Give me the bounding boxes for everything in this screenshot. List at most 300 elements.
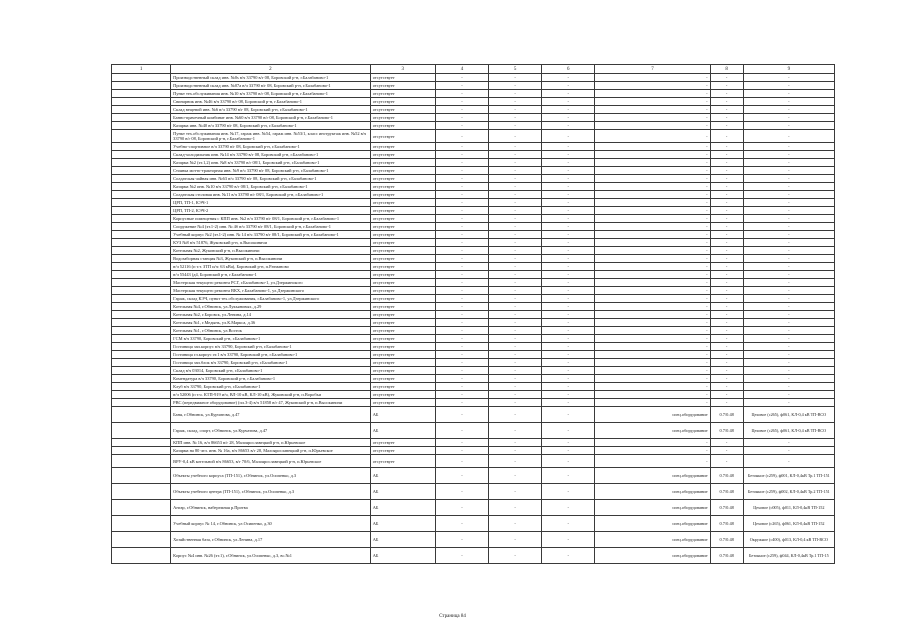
table-cell-c7: - xyxy=(595,223,710,231)
table-cell-c1 xyxy=(112,516,171,532)
table-cell-c2: Котельная №4, г.Обнинск, ул.Лукьяновых, д.29 xyxy=(171,303,371,311)
table-cell-c9: - xyxy=(743,359,834,367)
table-cell-c4: - xyxy=(435,207,488,215)
table-cell-c5: - xyxy=(489,159,542,167)
table-cell-c9: - xyxy=(743,399,834,407)
table-row xyxy=(112,367,835,375)
table-cell-c3: отсутствует xyxy=(370,106,435,114)
table-cell-c4: - xyxy=(435,231,488,239)
table-cell-c9: - xyxy=(743,335,834,343)
table-row xyxy=(112,548,835,564)
table-cell-c9: Бетонное (с259), ф001, КЛ-0,4кВ Тр.1 ТП-151 xyxy=(743,468,834,484)
table-cell-c9: - xyxy=(743,239,834,247)
table-cell-c3: отсутствует xyxy=(370,183,435,191)
table-cell-c9: - xyxy=(743,74,834,82)
table-cell-c4: - xyxy=(435,255,488,263)
table-cell-c9: - xyxy=(743,215,834,223)
table-cell-c9: Бетонное (с259), ф002, КЛ-0,4кВ Тр.2 ТП-151 xyxy=(743,484,834,500)
table-cell-c5: - xyxy=(489,447,542,455)
table-row xyxy=(112,287,835,295)
table-cell-c3: отсутствует xyxy=(370,191,435,199)
table-row xyxy=(112,159,835,167)
table-cell-c2: Казарма №2 (эт.1,2) инв. №8 в/ч 33790 в/г 08/1, Боровский р-н, г.Балабаново-1 xyxy=(171,159,371,167)
table-cell-c4: - xyxy=(435,468,488,484)
table-cell-c6: - xyxy=(542,383,595,391)
table-cell-c6: - xyxy=(542,82,595,90)
table-cell-c2: Гараж, склад КЭЧ, пункт тех.обслуживания, г.Балабаново-1, ул.Дзержинского xyxy=(171,295,371,303)
table-cell-c5: - xyxy=(489,143,542,151)
table-cell-c8: 0.7/0.48 xyxy=(710,532,743,548)
header-cell: 8 xyxy=(710,65,743,74)
table-cell-c3: отсутствует xyxy=(370,167,435,175)
table-row xyxy=(112,199,835,207)
table-row xyxy=(112,167,835,175)
table-cell-c2: Мастерская текущего ремонта РСГ, г.Балабаново-1, ул.Дзержинского xyxy=(171,279,371,287)
table-cell-c8: 0.7/0.48 xyxy=(710,548,743,564)
table-cell-c1 xyxy=(112,191,171,199)
table-row xyxy=(112,359,835,367)
table-row xyxy=(112,327,835,335)
table-cell-c4: - xyxy=(435,82,488,90)
table-cell-c8: 0.7/0.48 xyxy=(710,484,743,500)
table-cell-c6: - xyxy=(542,98,595,106)
table-cell-c9: - xyxy=(743,327,834,335)
table-cell-c5: - xyxy=(489,247,542,255)
table-cell-c2: КУЗ №8 в/ч 51876, Жуковский р-н, п.Высокиничи xyxy=(171,239,371,247)
table-cell-c2: Котельная №2, г.Боровск, ул.Ленина, д.14 xyxy=(171,311,371,319)
table-cell-c8: - xyxy=(710,231,743,239)
table-cell-c8: - xyxy=(710,82,743,90)
table-cell-c5: - xyxy=(489,423,542,439)
table-cell-c6: - xyxy=(542,151,595,159)
table-cell-c2: ГСМ в/ч 33790, Боровский р-н, г.Балабаново-1 xyxy=(171,335,371,343)
table-cell-c3: отсутствует xyxy=(370,223,435,231)
table-cell-c7: - xyxy=(595,74,710,82)
table-cell-c4: - xyxy=(435,74,488,82)
table-cell-c1 xyxy=(112,247,171,255)
table-cell-c2: Солдатская чайная инв. №63 в/ч 33790 в/г 08, Боровский р-н, г.Балабаново-1 xyxy=(171,175,371,183)
table-cell-c1 xyxy=(112,367,171,375)
table-cell-c1 xyxy=(112,335,171,343)
table-cell-c4: - xyxy=(435,122,488,130)
table-cell-c5: - xyxy=(489,455,542,468)
table-cell-c4: - xyxy=(435,271,488,279)
table-cell-c9: - xyxy=(743,311,834,319)
header-cell: 4 xyxy=(435,65,488,74)
table-cell-c1 xyxy=(112,239,171,247)
table-cell-c1 xyxy=(112,303,171,311)
table-cell-c4: - xyxy=(435,175,488,183)
table-cell-c7: - xyxy=(595,295,710,303)
table-cell-c1 xyxy=(112,532,171,548)
table-cell-c6: - xyxy=(542,447,595,455)
header-cell: 6 xyxy=(542,65,595,74)
table-cell-c5: - xyxy=(489,468,542,484)
table-cell-c7: - xyxy=(595,287,710,295)
table-cell-c1 xyxy=(112,295,171,303)
table-cell-c9: - xyxy=(743,271,834,279)
header-cell: 5 xyxy=(489,65,542,74)
table-cell-c1 xyxy=(112,319,171,327)
table-cell-c2: Объекты учебного корпуса (ТП-151), г.Обнинск, ул.Осипенко, д.3 xyxy=(171,468,371,484)
table-cell-c2: Баня, г.Обнинск, ул.Курчатова, д.47 xyxy=(171,407,371,423)
table-cell-c8: - xyxy=(710,359,743,367)
table-cell-c3: отсутствует xyxy=(370,159,435,167)
table-row xyxy=(112,175,835,183)
table-row xyxy=(112,106,835,114)
table-cell-c7: - xyxy=(595,122,710,130)
table-cell-c4: - xyxy=(435,455,488,468)
table-row xyxy=(112,343,835,351)
table-cell-c9: - xyxy=(743,279,834,287)
table-cell-c9: - xyxy=(743,130,834,143)
table-cell-c6: - xyxy=(542,468,595,484)
table-cell-c4: - xyxy=(435,151,488,159)
table-cell-c8: - xyxy=(710,263,743,271)
table-cell-c1 xyxy=(112,343,171,351)
table-cell-c7: спец.оборудование xyxy=(595,532,710,548)
table-row xyxy=(112,255,835,263)
table-cell-c8: - xyxy=(710,343,743,351)
table-cell-c3: отсутствует xyxy=(370,447,435,455)
table-row xyxy=(112,295,835,303)
table-cell-c2: в/ч 52116 (п т.т. ЗТП и/ч: 63 кВа), Боровский р-н, п.Ратманово xyxy=(171,263,371,271)
table-row xyxy=(112,319,835,327)
table-cell-c5: - xyxy=(489,191,542,199)
table-cell-c3: отсутствует xyxy=(370,391,435,399)
table-cell-c3: отсутствует xyxy=(370,199,435,207)
table-cell-c1 xyxy=(112,215,171,223)
table-cell-c7: - xyxy=(595,311,710,319)
table-cell-c6: - xyxy=(542,516,595,532)
table-cell-c6: - xyxy=(542,279,595,287)
table-row xyxy=(112,239,835,247)
table-cell-c9: Цеховое (с265), ф061, КЛ-0,4 кВ ТП-ВСО xyxy=(743,407,834,423)
table-row xyxy=(112,90,835,98)
table-cell-c5: - xyxy=(489,223,542,231)
table-cell-c4: - xyxy=(435,439,488,447)
table-cell-c9: - xyxy=(743,143,834,151)
table-cell-c6: - xyxy=(542,548,595,564)
table-cell-c6: - xyxy=(542,351,595,359)
table-cell-c3: отсутствует xyxy=(370,82,435,90)
table-cell-c6: - xyxy=(542,239,595,247)
table-cell-c4: - xyxy=(435,327,488,335)
table-cell-c8: - xyxy=(710,311,743,319)
table-cell-c4: - xyxy=(435,335,488,343)
table-cell-c3: АБ xyxy=(370,484,435,500)
table-cell-c1 xyxy=(112,183,171,191)
table-cell-c9: - xyxy=(743,199,834,207)
table-cell-c1 xyxy=(112,207,171,215)
table-cell-c5: - xyxy=(489,215,542,223)
table-cell-c9: - xyxy=(743,263,834,271)
table-cell-c7: спец.оборудование xyxy=(595,516,710,532)
table-cell-c3: отсутствует xyxy=(370,287,435,295)
table-cell-c8: 0.7/0.48 xyxy=(710,500,743,516)
table-row xyxy=(112,399,835,407)
table-cell-c9: - xyxy=(743,295,834,303)
table-cell-c1 xyxy=(112,439,171,447)
table-cell-c7: - xyxy=(595,335,710,343)
table-cell-c7: - xyxy=(595,175,710,183)
table-cell-c4: - xyxy=(435,98,488,106)
table-cell-c7: - xyxy=(595,367,710,375)
table-cell-c1 xyxy=(112,151,171,159)
table-cell-c6: - xyxy=(542,391,595,399)
table-cell-c3: АБ xyxy=(370,516,435,532)
table-cell-c1 xyxy=(112,263,171,271)
table-cell-c1 xyxy=(112,82,171,90)
table-cell-c2: КПП инв. № 16, в/ч 86653 в/г 28, Малоярославецкий р-н, п.Юрьевское xyxy=(171,439,371,447)
table-cell-c8: - xyxy=(710,239,743,247)
table-cell-c3: отсутствует xyxy=(370,122,435,130)
table-row xyxy=(112,183,835,191)
table-cell-c2: Мастерская текущего ремонта ВКХ, г.Балабаново-1, ул.Дзержинского xyxy=(171,287,371,295)
table-cell-c8: - xyxy=(710,122,743,130)
table-cell-c2: Пункт тех.обслуживания инв. №17, гараж инв. №54, гараж инв. №53/1, класс инструктаж инв. №52 в/ч 33790 в/г 08, Боровский р-н, г.Балабаново-1 xyxy=(171,130,371,143)
table-cell-c1 xyxy=(112,175,171,183)
table-cell-c8: - xyxy=(710,199,743,207)
table-cell-c9: - xyxy=(743,303,834,311)
table-cell-c9: - xyxy=(743,439,834,447)
table-cell-c4: - xyxy=(435,239,488,247)
table-cell-c6: - xyxy=(542,423,595,439)
table-cell-c4: - xyxy=(435,279,488,287)
table-cell-c6: - xyxy=(542,287,595,295)
table-cell-c7: - xyxy=(595,191,710,199)
table-cell-c4: - xyxy=(435,532,488,548)
table-cell-c4: - xyxy=(435,106,488,114)
table-cell-c5: - xyxy=(489,407,542,423)
table-cell-c7: - xyxy=(595,255,710,263)
table-cell-c6: - xyxy=(542,223,595,231)
table-cell-c6: - xyxy=(542,327,595,335)
table-cell-c9: - xyxy=(743,114,834,122)
table-cell-c1 xyxy=(112,455,171,468)
table-row xyxy=(112,383,835,391)
table-cell-c5: - xyxy=(489,484,542,500)
table-cell-c2: Пункт тех.обслуживания инв. №10 в/ч 33790 в/г 08, Боровский р-н, г.Балабаново-1 xyxy=(171,90,371,98)
table-cell-c9: - xyxy=(743,122,834,130)
table-cell-c9: - xyxy=(743,375,834,383)
table-cell-c9: - xyxy=(743,207,834,215)
table-cell-c4: - xyxy=(435,548,488,564)
table-cell-c1 xyxy=(112,383,171,391)
table-cell-c1 xyxy=(112,399,171,407)
table-row xyxy=(112,98,835,106)
table-cell-c8: - xyxy=(710,74,743,82)
table-row xyxy=(112,532,835,548)
table-row xyxy=(112,271,835,279)
table-cell-c8: - xyxy=(710,327,743,335)
table-cell-c2: Казарма инв. №40 в/ч 33790 в/г 08, Боровский р-н, г.Балабаново-1 xyxy=(171,122,371,130)
table-cell-c8: - xyxy=(710,207,743,215)
table-cell-c6: - xyxy=(542,207,595,215)
table-cell-c1 xyxy=(112,447,171,455)
table-cell-c3: отсутствует xyxy=(370,399,435,407)
table-cell-c4: - xyxy=(435,143,488,151)
table-row xyxy=(112,263,835,271)
table-cell-c2: Корпусные помещения с КПП инв. №2 в/ч 33790 в/г 08/1, Боровский р-н, г.Балабаново-1 xyxy=(171,215,371,223)
table-cell-c9: - xyxy=(743,90,834,98)
table-cell-c7: - xyxy=(595,167,710,175)
table-cell-c7: - xyxy=(595,343,710,351)
table-cell-c5: - xyxy=(489,82,542,90)
table-cell-c8: - xyxy=(710,159,743,167)
table-cell-c1 xyxy=(112,74,171,82)
table-cell-c2: Склад вещевой инв. №6 в/ч 33790 в/г 08, Боровский р-н, г.Балабаново-1 xyxy=(171,106,371,114)
table-cell-c1 xyxy=(112,271,171,279)
table-cell-c2: Банно-прачечный комбинат инв. №60 в/ч 33790 в/г 08, Боровский р-н, г.Балабаново-1 xyxy=(171,114,371,122)
table-cell-c2: Гостиница зап.корпус в/ч 33790, Боровский р-н, г.Балабаново-1 xyxy=(171,343,371,351)
table-cell-c4: - xyxy=(435,303,488,311)
table-cell-c9: - xyxy=(743,391,834,399)
table-cell-c5: - xyxy=(489,167,542,175)
table-cell-c2: Котельная №1, г.Медынь, ул.К.Маркса, д.36 xyxy=(171,319,371,327)
table-cell-c3: отсутствует xyxy=(370,383,435,391)
table-cell-c1 xyxy=(112,159,171,167)
table-cell-c2: Производственный склад инв. №0s в/ч 33790 в/г 08, Боровский р-н, г.Балабаново-1 xyxy=(171,74,371,82)
table-cell-c5: - xyxy=(489,367,542,375)
table-cell-c3: отсутствует xyxy=(370,455,435,468)
table-row xyxy=(112,391,835,399)
table-cell-c6: - xyxy=(542,335,595,343)
table-cell-c7: - xyxy=(595,98,710,106)
table-cell-c1 xyxy=(112,287,171,295)
table-cell-c5: - xyxy=(489,122,542,130)
table-cell-c5: - xyxy=(489,74,542,82)
table-cell-c8: - xyxy=(710,391,743,399)
table-cell-c4: - xyxy=(435,343,488,351)
table-cell-c3: отсутствует xyxy=(370,98,435,106)
table-cell-c1 xyxy=(112,548,171,564)
table-cell-c2: ВРУ-0,4 кВ котельной в/ч 86653, в/г 70/6, Малоярославецкий р-н, п.Юрьевское xyxy=(171,455,371,468)
table-cell-c1 xyxy=(112,130,171,143)
table-cell-c5: - xyxy=(489,383,542,391)
table-cell-c3: АБ xyxy=(370,468,435,484)
table-row xyxy=(112,447,835,455)
table-cell-c1 xyxy=(112,500,171,516)
table-cell-c6: - xyxy=(542,74,595,82)
table-cell-c2: Сооружение №4 (эт.1-2) инв. № 4б в/ч 33790 в/г 08/1, Боровский р-н, г.Балабаново-1 xyxy=(171,223,371,231)
table-cell-c5: - xyxy=(489,151,542,159)
table-cell-c4: - xyxy=(435,263,488,271)
table-row xyxy=(112,303,835,311)
page-number: Страница 84 xyxy=(439,614,466,619)
table-cell-c5: - xyxy=(489,279,542,287)
table-cell-c7: - xyxy=(595,90,710,98)
table-cell-c5: - xyxy=(489,114,542,122)
table-cell-c3: отсутствует xyxy=(370,279,435,287)
table-cell-c9: - xyxy=(743,106,834,114)
table-cell-c7: - xyxy=(595,263,710,271)
table-cell-c3: АБ xyxy=(370,407,435,423)
table-cell-c3: АБ xyxy=(370,548,435,564)
table-cell-c6: - xyxy=(542,303,595,311)
table-cell-c6: - xyxy=(542,130,595,143)
table-cell-c6: - xyxy=(542,122,595,130)
table-cell-c7: - xyxy=(595,183,710,191)
table-cell-c2: Клуб в/ч 33790, Боровский р-н, г.Балабаново-1 xyxy=(171,383,371,391)
table-cell-c7: - xyxy=(595,399,710,407)
table-cell-c4: - xyxy=(435,114,488,122)
table-cell-c8: - xyxy=(710,151,743,159)
table-cell-c3: АБ xyxy=(370,423,435,439)
table-cell-c6: - xyxy=(542,295,595,303)
table-cell-c7: спец.оборудование xyxy=(595,484,710,500)
table-cell-c7: спец.оборудование xyxy=(595,423,710,439)
table-cell-c3: отсутствует xyxy=(370,375,435,383)
table-cell-c7: спец.оборудование xyxy=(595,407,710,423)
table-cell-c7: - xyxy=(595,143,710,151)
table-cell-c4: - xyxy=(435,295,488,303)
table-cell-c7: - xyxy=(595,455,710,468)
table-cell-c9: Бетонное (с259), ф044, КЛ-0,4кВ Тр.1 ТП-15 xyxy=(743,548,834,564)
table-cell-c7: спец.оборудование xyxy=(595,500,710,516)
table-cell-c8: - xyxy=(710,319,743,327)
table-row xyxy=(112,143,835,151)
table-cell-c5: - xyxy=(489,207,542,215)
table-row xyxy=(112,207,835,215)
table-cell-c4: - xyxy=(435,191,488,199)
table-cell-c4: - xyxy=(435,383,488,391)
table-cell-c4: - xyxy=(435,500,488,516)
table-cell-c7: - xyxy=(595,319,710,327)
table-cell-c9: Цеховое (с005), ф011, КЛ-0,4кВ ТП-152 xyxy=(743,500,834,516)
table-cell-c8: - xyxy=(710,247,743,255)
header-cell: 7 xyxy=(595,65,710,74)
table-cell-c4: - xyxy=(435,359,488,367)
table-cell-c9: Цеховое (с265), ф061, КЛ-0,4 кВ ТП-ВСО xyxy=(743,423,834,439)
table-cell-c1 xyxy=(112,391,171,399)
table-cell-c8: - xyxy=(710,287,743,295)
table-cell-c4: - xyxy=(435,247,488,255)
table-cell-c3: отсутствует xyxy=(370,303,435,311)
table-cell-c3: отсутствует xyxy=(370,151,435,159)
table-cell-c2: Котельная №1, г.Обнинск, ул.Восток xyxy=(171,327,371,335)
table-cell-c1 xyxy=(112,484,171,500)
table-cell-c5: - xyxy=(489,98,542,106)
table-cell-c9: - xyxy=(743,367,834,375)
table-cell-c2: Склад в/ч 03014, Боровский р-н, г.Балабаново-1 xyxy=(171,367,371,375)
table-row xyxy=(112,439,835,447)
table-cell-c5: - xyxy=(489,263,542,271)
table-cell-c1 xyxy=(112,468,171,484)
table-cell-c5: - xyxy=(489,516,542,532)
table-cell-c3: отсутствует xyxy=(370,311,435,319)
table-cell-c2: Корпус №4 инв. №26 (эт.1), г.Обнинск, ул.Осипенко, д.3, вс.№1 xyxy=(171,548,371,564)
table-row xyxy=(112,500,835,516)
table-cell-c6: - xyxy=(542,500,595,516)
table-cell-c5: - xyxy=(489,255,542,263)
table-cell-c7: - xyxy=(595,215,710,223)
table-cell-c9: - xyxy=(743,98,834,106)
table-cell-c2: Казарма на 80 чел. инв. № 16а, в/ч 86653 в/г 28, Малоярославецкий р-н, п.Юрьевское xyxy=(171,447,371,455)
table-row xyxy=(112,375,835,383)
table-cell-c4: - xyxy=(435,199,488,207)
table-row xyxy=(112,191,835,199)
table-cell-c9: - xyxy=(743,351,834,359)
table-cell-c6: - xyxy=(542,215,595,223)
table-cell-c4: - xyxy=(435,407,488,423)
table-cell-c6: - xyxy=(542,263,595,271)
table-cell-c4: - xyxy=(435,391,488,399)
table-cell-c8: - xyxy=(710,183,743,191)
table-cell-c7: - xyxy=(595,439,710,447)
table-cell-c8: - xyxy=(710,130,743,143)
table-cell-c5: - xyxy=(489,343,542,351)
